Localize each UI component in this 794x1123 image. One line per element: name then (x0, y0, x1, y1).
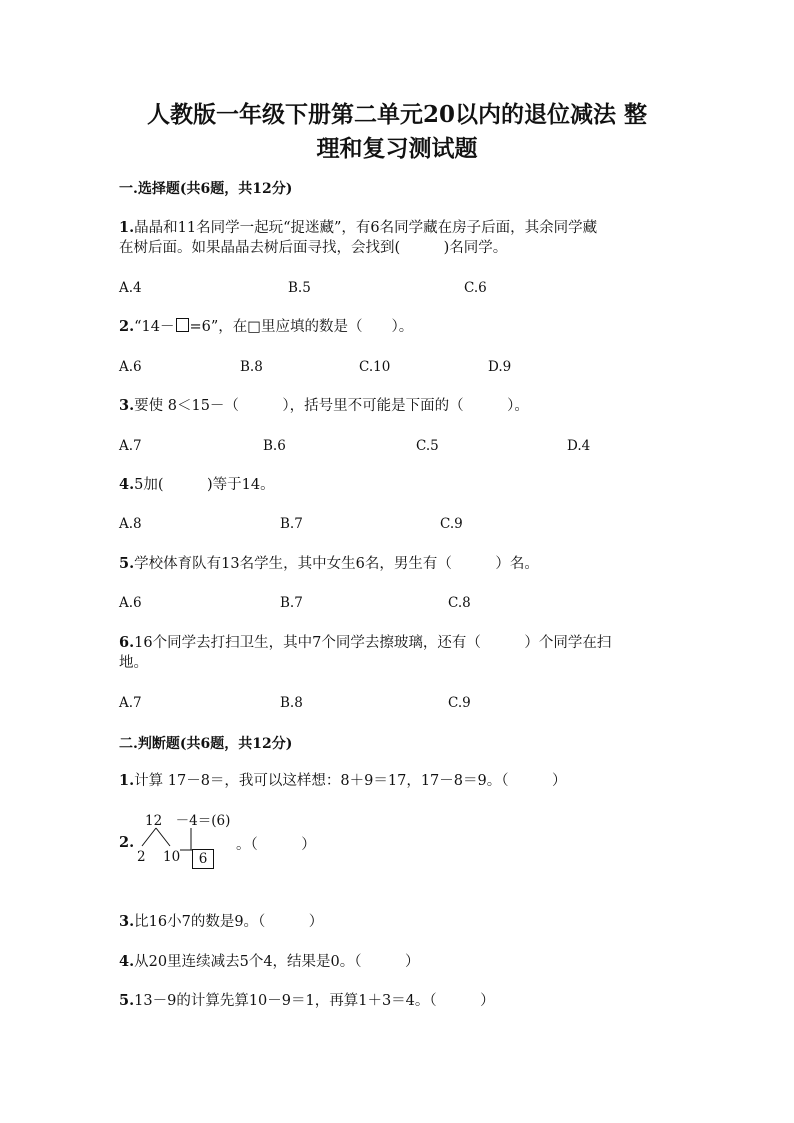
choice-question-2 (119, 317, 413, 337)
option-a[interactable]: A.6 (119, 359, 142, 375)
option-b[interactable]: B.5 (288, 280, 311, 296)
judge-question-1 (119, 771, 566, 791)
question-number: 3. (119, 397, 135, 414)
option-a[interactable]: A.6 (119, 595, 142, 611)
question-number: 5. (119, 555, 135, 572)
option-a[interactable]: A.8 (119, 516, 142, 532)
choice-question-6 (119, 633, 611, 653)
choice-question-4 (119, 475, 275, 495)
question-text: 晶晶和11名同学一起玩“捉迷藏”，有6名同学藏在房子后面，其余同学藏 (134, 220, 598, 236)
page-title-line1: 人教版一年级下册第二单元20以内的退位减法 整 (146, 101, 647, 128)
section-judgement-heading: 二.判断题(共6题，共12分) (119, 736, 293, 752)
question-number: 1. (119, 772, 135, 789)
option-c[interactable]: C.10 (359, 359, 391, 375)
split-left-number: 2 (137, 849, 146, 865)
judge-question-4 (119, 952, 420, 972)
option-a[interactable]: A.4 (119, 280, 142, 296)
option-c[interactable]: C.8 (448, 595, 471, 611)
option-b[interactable]: B.7 (280, 595, 303, 611)
question-text-pre: “14－ (134, 319, 175, 335)
judge-question-5 (119, 991, 495, 1011)
option-d[interactable]: D.4 (567, 438, 591, 454)
question-text: 从20里连续减去5个4，结果是0。（ ） (134, 954, 420, 970)
question-text-post: =6”，在□里应填的数是（ ）。 (189, 319, 414, 335)
split-equation: 12 －4＝(6) (145, 813, 231, 829)
choice-question-6-line2: 地。 (119, 655, 148, 671)
question-number: 4. (119, 476, 135, 493)
split-mid-number: 10 (163, 849, 181, 865)
section-choice-heading: 一.选择题(共6题，共12分) (119, 181, 293, 197)
option-d[interactable]: D.9 (488, 359, 512, 375)
option-b[interactable]: B.6 (263, 438, 286, 454)
choice-question-1 (119, 218, 597, 238)
question-number: 6. (119, 634, 135, 651)
option-c[interactable]: C.6 (464, 280, 487, 296)
question-text: 5加( )等于14。 (134, 477, 275, 493)
question-number: 2. (119, 318, 135, 335)
question-text: 比16小7的数是9。（ ） (134, 914, 324, 930)
option-b[interactable]: B.8 (240, 359, 263, 375)
option-b[interactable]: B.8 (280, 695, 303, 711)
question-number: 1. (119, 219, 135, 236)
option-a[interactable]: A.7 (119, 438, 142, 454)
judge-question-3 (119, 912, 323, 932)
split-lines-diagram (136, 826, 206, 850)
question-number: 5. (119, 992, 135, 1009)
question-text: 要使 8＜15－（ ），括号里不可能是下面的（ ）。 (134, 398, 529, 414)
answer-box: 6 (192, 849, 214, 869)
option-c[interactable]: C.9 (440, 516, 463, 532)
question-text: 学校体育队有13名学生，其中女生6名，男生有（ ）名。 (134, 556, 539, 572)
option-b[interactable]: B.7 (280, 516, 303, 532)
choice-question-3 (119, 396, 529, 416)
question-text: 16个同学去打扫卫生，其中7个同学去擦玻璃，还有（ ）个同学在扫 (134, 635, 612, 651)
question-number: 4. (119, 953, 135, 970)
option-c[interactable]: C.5 (416, 438, 439, 454)
question-text: 计算 17－8＝，我可以这样想：8＋9＝17，17－8＝9。（ ） (134, 773, 567, 789)
blank-box (176, 318, 189, 332)
judge-question-2-number: 2. (119, 834, 135, 851)
choice-question-1-line2: 在树后面。如果晶晶去树后面寻找，会找到( )名同学。 (119, 240, 508, 256)
judge-question-2-tail: 。（ ） (236, 837, 316, 853)
question-number: 3. (119, 913, 135, 930)
question-text: 13－9的计算先算10－9＝1，再算1＋3＝4。（ ） (134, 993, 495, 1009)
page-title-line2: 理和复习测试题 (316, 135, 478, 162)
option-a[interactable]: A.7 (119, 695, 142, 711)
option-c[interactable]: C.9 (448, 695, 471, 711)
connector-line (180, 849, 192, 857)
choice-question-5 (119, 554, 539, 574)
